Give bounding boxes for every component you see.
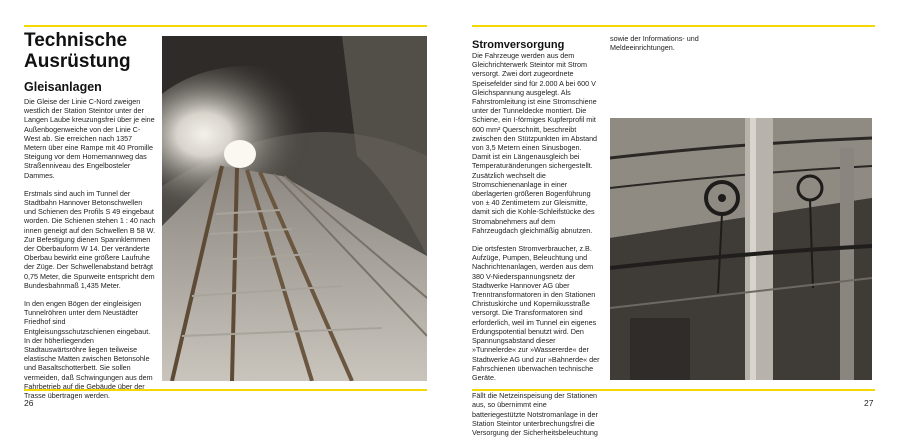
tunnel-ceiling-power-rail-photo [610, 118, 872, 380]
paragraph: Die Fahrzeuge werden aus dem Gleichrichterwerk Steintor mit Strom versorgt. Zwei dort zugeordnete Speisefelder sind für 2.000 A bei 600 V Gleichspannung ausgelegt. Als Fahrstromleitung ist eine Stromschiene unter der Tunneldecke montiert. Die Schiene, ein I-förmiges Kupferprofil mit 600 mm² Querschnitt, beschreibt zwischen den Stützpunkten im Abstand von 3,5 Metern einen Sinusbogen. Damit ist ein Längenausgleich bei Temperaturänderungen sichergestellt. Zusätzlich wechselt die Stromschienenanlage in einer überlagerten größeren Bogenführung von ± 40 Zentimetern zur Gleismitte, damit sich die Kohle-Schleifstücke des Stromabnehmers auf dem Fahrzeugdach gleichmäßig abnutzen. [472, 51, 598, 235]
tunnel-track-photo [162, 36, 427, 381]
continuation-text [610, 34, 760, 61]
text-column-right [472, 51, 600, 446]
paragraph: Erstmals sind auch im Tunnel der Stadtbahn Hannover Betonschwellen und Schienen des Profils S 49 eingebaut worden. Die Schienen stehen 1 : 40 nach innen geneigt auf den Schwellen B 58 W. Zur Befestigung dienen Spannklemmen der Oberbauform W 14. Der veränderte Oberbau bewirkt eine größere Laufruhe der Züge. Der Schwellenabstand beträgt 0,75 Meter, die Spurweite entspricht dem Bundesbahnmaß 1,435 Meter. [24, 188, 156, 290]
page-number-right: 27 [864, 398, 874, 408]
paragraph: Die ortsfesten Stromverbraucher, z.B. Aufzüge, Pumpen, Beleuchtung und Nachrichtenanlagen, werden aus dem 380 V-Niederspannungsnetz der Stadtwerke Hannover AG über Trenntransformatoren in den Stationen Christuskirche und Kopernikusstraße versorgt. Die Transformatoren sind erforderlich, weil im Tunnel ein eigenes Erdungspotential benutzt wird. Den Spannungsabstand dieser »Tunnelerde« zur »Wassererde« der Stadtwerke AG und zur »Bahnerde« der Fahrschienen überwachen technische Geräte. [472, 244, 600, 382]
top-rule-right [472, 25, 875, 27]
paragraph: sowie der Informations- und Meldeeinrichtungen. [610, 34, 699, 53]
text-column-left [24, 97, 156, 409]
page-number-left: 26 [24, 398, 34, 408]
page-title: Technische Ausrüstung [24, 30, 131, 72]
paragraph: In den engen Bögen der eingleisigen Tunnelröhren unter dem Neustädter Friedhof sind Entgleisungsschutzschienen eingebaut. In der höherliegenden Stadtauswärtsröhre liegen teilweise elastische Matten zwischen Betonsohle und Basaltschotterbett. Sie sollen vermeiden, daß Schwingungen aus dem Fahrbetrieb auf die Gebäude über der Trasse übertragen werden. [24, 299, 153, 401]
paragraph: Fällt die Netzeinspeisung der Stationen aus, so übernimmt eine batteriegestützte Notstromanlage in der Station Steintor unterbrechungsfrei die Versorgung der Sicherheitsbeleuchtung [472, 391, 598, 437]
top-rule-left [24, 25, 427, 27]
section-heading-stromversorgung: Stromversorgung [472, 39, 565, 51]
section-heading-gleisanlagen: Gleisanlagen [24, 80, 102, 94]
paragraph: Die Gleise der Linie C-Nord zweigen westlich der Station Steintor unter der Langen Laube kreuzungsfrei über je eine Außenbogenweiche von der Linie C-West ab. Sie erreichen nach 1357 Metern über eine Rampe mit 40 Promille Steigung vor dem Hornemannweg das Straßenniveau des Engelbosteler Dammes. [24, 97, 155, 180]
